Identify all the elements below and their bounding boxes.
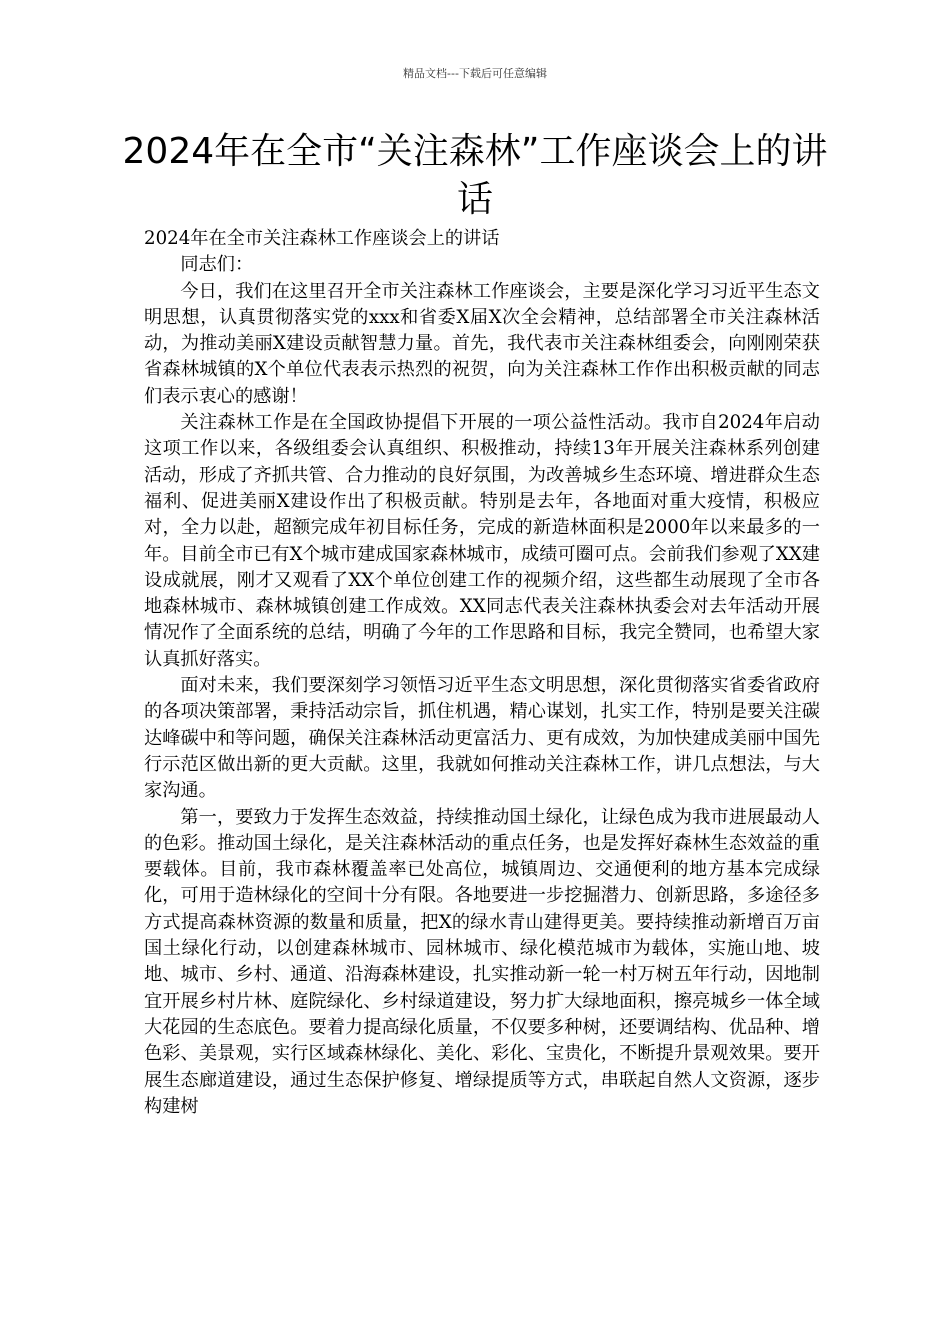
salutation: 同志们：: [180, 254, 254, 276]
paragraph-1: 今日，我们在这里召开全市关注森林工作座谈会，主要是深化学习习近平生态文明思想，认真贯彻落实党的xxx和省委X届X次全会精神，总结部署全市关注森林活动，为推动美丽X建设贡献智慧力量。首先，我代表市关注森林组委会，向刚刚荣获省森林城镇的X个单位代表表示热烈的祝贺，向为关注森林工作作出积极贡献的同志们表示衷心的感谢！: [144, 280, 820, 407]
document-title: 2024年在全市“关注森林”工作座谈会上的讲话: [122, 131, 828, 220]
paragraph-2: 关注森林工作是在全国政协提倡下开展的一项公益性活动。我市自2024年启动这项工作以来，各级组委会认真组织、积极推动，持续13年开展关注森林系列创建活动，形成了齐抓共管、合力推动的良好氛围，为改善城乡生态环境、增进群众生态福利、促进美丽X建设作出了积极贡献。特别是去年，各地面对重大疫情，积极应对，全力以赴，超额完成年初目标任务，完成的新造林面积是2000年以来最多的一年。目前全市已有X个城市建成国家森林城市，成绩可圈可点。会前我们参观了XX建设成就展，刚才又观看了XX个单位创建工作的视频介绍，这些都生动展现了全市各地森林城市、森林城镇创建工作成效。XX同志代表关注森林执委会对去年活动开展情况作了全面系统的总结，明确了今年的工作思路和目标，我完全赞同，也希望大家认真抓好落实。: [144, 412, 820, 670]
paragraph-3: 面对未来，我们要深刻学习领悟习近平生态文明思想，深化贯彻落实省委省政府的各项决策部署，秉持活动宗旨，抓住机遇，精心谋划，扎实工作，特别是要关注碳达峰碳中和等问题，确保关注森林活动更富活力、更有成效，为加快建成美丽中国先行示范区做出新的更大贡献。这里，我就如何推动关注森林工作，讲几点想法，与大家沟通。: [144, 675, 820, 802]
paragraph-4: 第一，要致力于发挥生态效益，持续推动国土绿化，让绿色成为我市进展最动人的色彩。推动国土绿化，是关注森林活动的重点任务，也是发挥好森林生态效益的重要载体。目前，我市森林覆盖率已处高位，城镇周边、交通便利的地方基本完成绿化，可用于造林绿化的空间十分有限。各地要进一步挖掘潜力、创新思路，多途径多方式提高森林资源的数量和质量，把X的绿水青山建得更美。要持续推动新增百万亩国土绿化行动，以创建森林城市、园林城市、绿化模范城市为载体，实施山地、坡地、城市、乡村、通道、沿海森林建设，扎实推动新一轮一村万树五年行动，因地制宜开展乡村片林、庭院绿化、乡村绿道建设，努力扩大绿地面积，擦亮城乡一体全域大花园的生态底色。要着力提高绿化质量，不仅要多种树，还要调结构、优品种、增色彩、美景观，实行区域森林绿化、美化、彩化、宝贵化，不断提升景观效果。要开展生态廊道建设，通过生态保护修复、增绿提质等方式，串联起自然人文资源，逐步构建树: [144, 806, 820, 1117]
document-body: [144, 226, 820, 1120]
header-note: 精品文档---下载后可任意编辑: [403, 67, 547, 80]
document-subtitle: 2024年在全市关注森林工作座谈会上的讲话: [144, 228, 500, 249]
